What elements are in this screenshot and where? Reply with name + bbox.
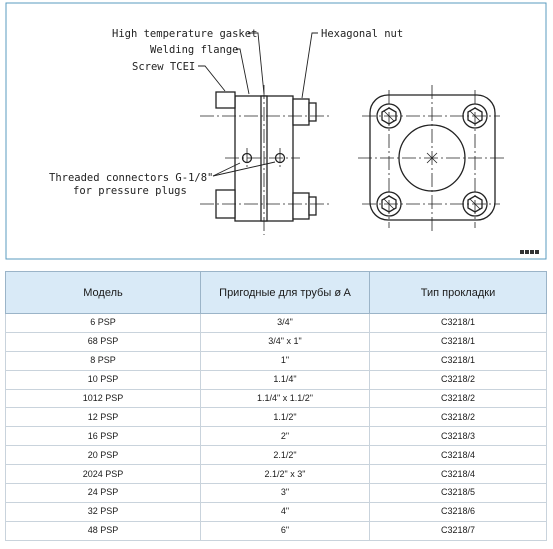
- cell-gasket: C3218/6: [370, 502, 547, 521]
- header-pipe-size: Пригодные для трубы ø A: [201, 272, 370, 314]
- cell-gasket: C3218/3: [370, 427, 547, 446]
- cell-pipe: 3/4": [201, 314, 370, 333]
- cell-gasket: C3218/5: [370, 484, 547, 503]
- top-screw-head: [216, 92, 235, 108]
- cell-model: 2024 PSP: [6, 465, 201, 484]
- cell-gasket: C3218/1: [370, 351, 547, 370]
- cell-pipe: 1": [201, 351, 370, 370]
- header-gasket-type: Тип прокладки: [370, 272, 547, 314]
- table-row: [6, 521, 547, 540]
- callout-connectors-line2: for pressure plugs: [73, 185, 187, 197]
- cell-gasket: C3218/2: [370, 389, 547, 408]
- cell-gasket: C3218/1: [370, 314, 547, 333]
- table-row: [6, 446, 547, 465]
- cell-model: 68 PSP: [6, 332, 201, 351]
- table-row: [6, 314, 547, 333]
- table-row: [6, 465, 547, 484]
- spec-table: [5, 271, 547, 541]
- cell-pipe: 3/4" x 1": [201, 332, 370, 351]
- bottom-nut: [293, 193, 309, 219]
- cell-pipe: 1.1/4" x 1.1/2": [201, 389, 370, 408]
- table-row: [6, 408, 547, 427]
- cell-pipe: 2.1/2": [201, 446, 370, 465]
- callout-gasket: High temperature gasket: [112, 28, 258, 40]
- cell-model: 1012 PSP: [6, 389, 201, 408]
- cell-model: 6 PSP: [6, 314, 201, 333]
- cell-model: 32 PSP: [6, 502, 201, 521]
- table-row: [6, 427, 547, 446]
- top-nut: [293, 99, 309, 125]
- cell-model: 10 PSP: [6, 370, 201, 389]
- cell-model: 48 PSP: [6, 521, 201, 540]
- cell-gasket: C3218/2: [370, 370, 547, 389]
- cell-model: 16 PSP: [6, 427, 201, 446]
- table-header-row: [6, 272, 547, 314]
- cell-pipe: 3": [201, 484, 370, 503]
- cell-pipe: 1.1/2": [201, 408, 370, 427]
- table-row: [6, 351, 547, 370]
- left-flange: [235, 96, 263, 221]
- cell-gasket: C3218/7: [370, 521, 547, 540]
- cell-pipe: 2": [201, 427, 370, 446]
- cell-model: 12 PSP: [6, 408, 201, 427]
- cell-gasket: C3218/2: [370, 408, 547, 427]
- table-row: [6, 502, 547, 521]
- cell-model: 24 PSP: [6, 484, 201, 503]
- callout-flange: Welding flange: [150, 44, 239, 56]
- cell-pipe: 1.1/4": [201, 370, 370, 389]
- cell-gasket: C3218/4: [370, 446, 547, 465]
- right-flange: [265, 96, 293, 221]
- callout-connectors-line1: Threaded connectors G-1/8": [49, 172, 214, 184]
- table-row: [6, 484, 547, 503]
- cell-gasket: C3218/1: [370, 332, 547, 351]
- cell-pipe: 6": [201, 521, 370, 540]
- cell-gasket: C3218/4: [370, 465, 547, 484]
- table-row: [6, 332, 547, 351]
- technical-drawing: [0, 0, 553, 262]
- cell-pipe: 4": [201, 502, 370, 521]
- cell-model: 8 PSP: [6, 351, 201, 370]
- cell-model: 20 PSP: [6, 446, 201, 465]
- callout-nut: Hexagonal nut: [321, 28, 404, 40]
- callout-screw: Screw TCEI: [132, 61, 196, 73]
- cell-pipe: 2.1/2" x 3": [201, 465, 370, 484]
- table-row: [6, 389, 547, 408]
- header-model: Модель: [6, 272, 201, 314]
- table-row: [6, 370, 547, 389]
